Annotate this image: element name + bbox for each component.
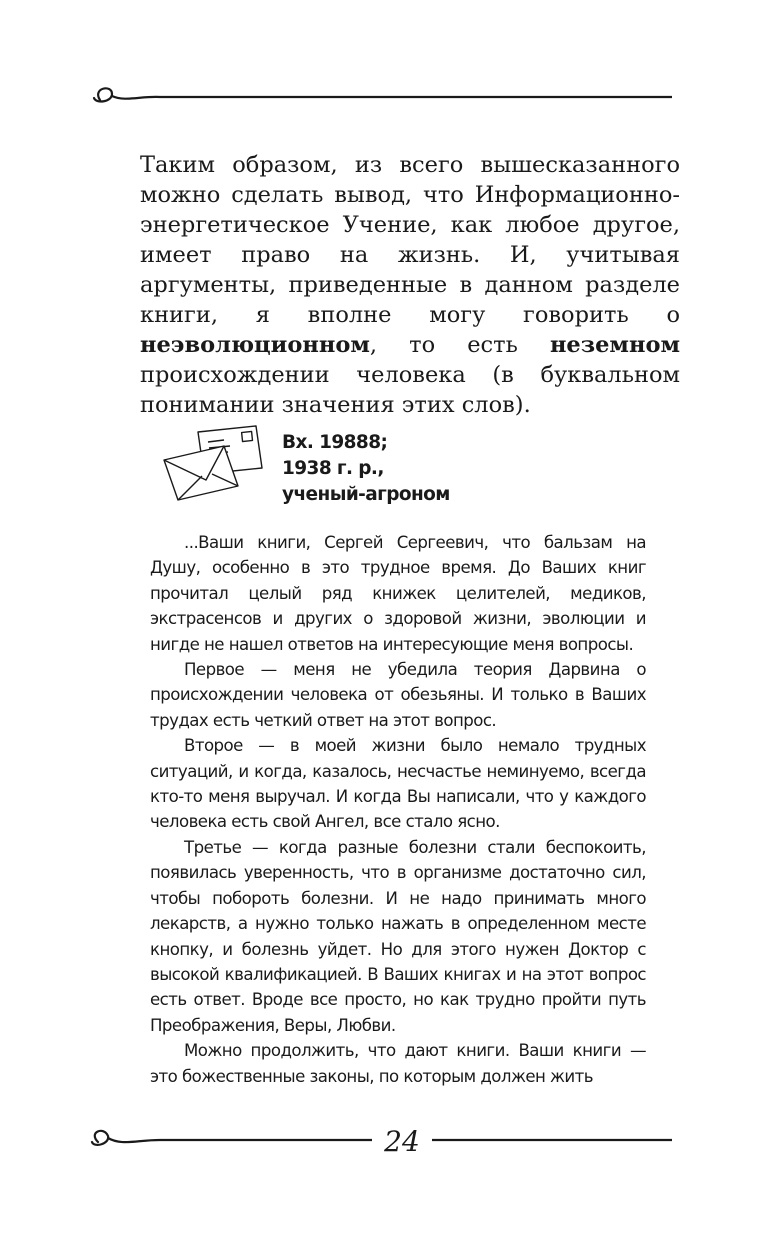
intro-bold-nezemnom: неземном [549,332,680,358]
letter-paragraph: Первое — меня не убедила теория Дарвина о происхождении человека от обезьяны. И только в Ваших трудах есть четкий ответ на этот вопрос. [150,660,646,730]
envelope-icon [158,424,274,504]
letter-body [150,530,646,1089]
letter-source [282,430,450,508]
intro-text-part2: , то есть [369,332,550,358]
page-number: 24 [372,1124,432,1160]
intro-paragraph [140,150,680,420]
letter-source-profession: ученый-агроном [282,484,450,505]
letter-paragraph: Можно продолжить, что дают книги. Ваши книги — это божественные законы, по которым должен жить [150,1041,646,1086]
intro-bold-neevolutsionnom: неэволюционном [140,332,370,358]
letter-source-number: Вх. 19888; [282,432,388,453]
letter-paragraph: Третье — когда разные болезни стали беспокоить, появилась уверенность, что в организме достаточно сил, чтобы побороть болезни. И не надо принимать много лекарств, а нужно только нажать в определенном месте кнопку, и болезнь уйдет. Но для этого нужен Доктор с высокой квалификацией. В Ваших книгах и на этот вопрос есть ответ. Вроде все просто, но как трудно пройти путь Преображения, Веры, Любви. [150,837,646,1035]
intro-text-part1: Таким образом, из всего вышесказанного можно сделать вывод, что Информационно-энергетическое Учение, как любое другое, имеет право на жизнь. И, учитывая аргументы, приведенные в данном разделе книги, я вполне могу говорить о [140,152,680,328]
letter-paragraph: Второе — в моей жизни было немало трудных ситуаций, и когда, казалось, несчастье неминуемо, всегда кто-то меня выручал. И когда Вы написали, что у каждого человека есть свой Ангел, все стало ясно. [150,736,646,832]
top-flourish-icon [0,78,768,118]
letter-source-birth-year: 1938 г. р., [282,458,384,479]
intro-text-part3: происхождении человека (в буквальном понимании значения этих слов). [140,362,680,418]
letter-paragraph: ...Ваши книги, Сергей Сергеевич, что бальзам на Душу, особенно в это трудное время. До Ваших книг прочитал целый ряд книжек целителей, медиков, экстрасенсов и других о здоровой жизни, эволюции и нигде не нашел ответов на интересующие меня вопросы. [150,533,646,654]
